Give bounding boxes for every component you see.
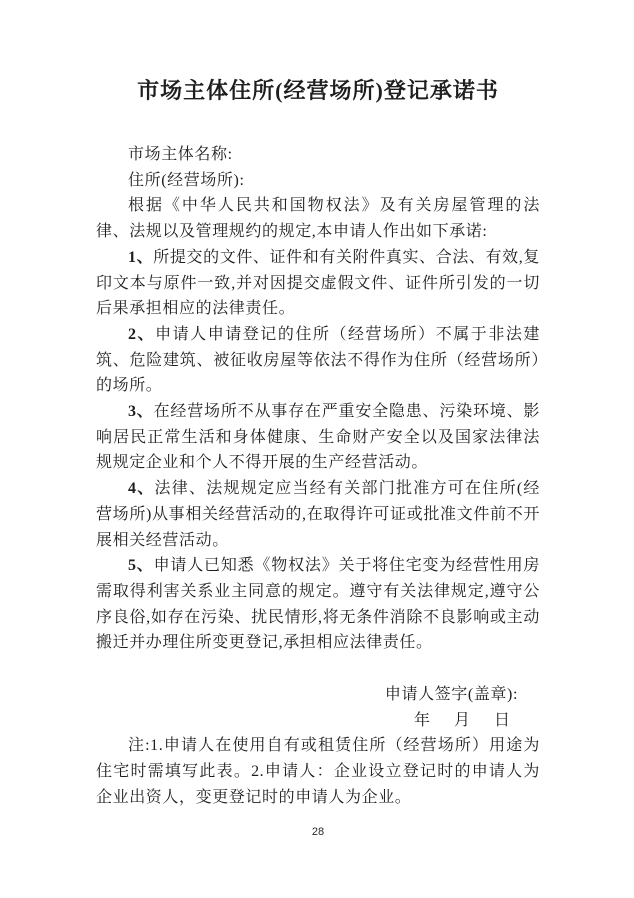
field-address-label: 住所(经营场所): [128, 171, 245, 189]
note-paragraph: 注:1.申请人在使用自有或租赁住所（经营场所）用途为住宅时需填写此表。2.申请人：企业设立登记时的申请人为企业出资人，变更登记时的申请人为企业。 [96, 737, 540, 806]
page-title: 市场主体住所(经营场所)登记承诺书 [137, 78, 499, 103]
item-1-number: 1、 [128, 248, 154, 266]
applicant-signature-label: 申请人签字(盖章): [384, 686, 518, 704]
commitment-item-5 [96, 553, 540, 656]
item-5-number: 5、 [128, 557, 154, 575]
page-number: 28 [311, 825, 325, 838]
item-5-text: 申请人已知悉《物权法》关于将住宅变为经营性用房需取得利害关系业主同意的规定。遵守有关法律规定,遵守公序良俗,如存在污染、扰民情形,将无条件消除不良影响或主动搬迁并办理住所变更登记,承担相应法律责任。 [96, 557, 540, 652]
date-label: 年 月 日 [413, 711, 514, 729]
commitment-item-3 [96, 399, 540, 476]
commitment-item-1 [96, 245, 540, 322]
intro-paragraph: 根据《中华人民共和国物权法》及有关房屋管理的法律、法规以及管理规约的规定,本申请人作出如下承诺: [96, 197, 540, 241]
item-4-number: 4、 [128, 480, 155, 498]
item-1-text: 所提交的文件、证件和有关附件真实、合法、有效,复印文本与原件一致,并对因提交虚假文件、证件所引发的一切后果承担相应的法律责任。 [96, 248, 540, 318]
item-3-number: 3、 [128, 403, 154, 421]
item-4-text: 法律、法规规定应当经有关部门批准方可在住所(经营场所)从事相关经营活动的,在取得许可证或批准文件前不开展相关经营活动。 [96, 480, 540, 549]
item-2-text: 申请人申请登记的住所（经营场所）不属于非法建筑、危险建筑、被征收房屋等依法不得作为住所（经营场所）的场所。 [96, 325, 540, 395]
item-2-number: 2、 [128, 325, 156, 343]
field-entity-name-label: 市场主体名称: [128, 146, 233, 163]
commitment-item-2 [96, 322, 540, 399]
item-3-text: 在经营场所不从事存在严重安全隐患、污染环境、影响居民正常生活和身体健康、生命财产安全以及国家法律法规规定企业和个人不得开展的生产经营活动。 [96, 403, 540, 472]
commitment-item-4 [96, 476, 540, 553]
